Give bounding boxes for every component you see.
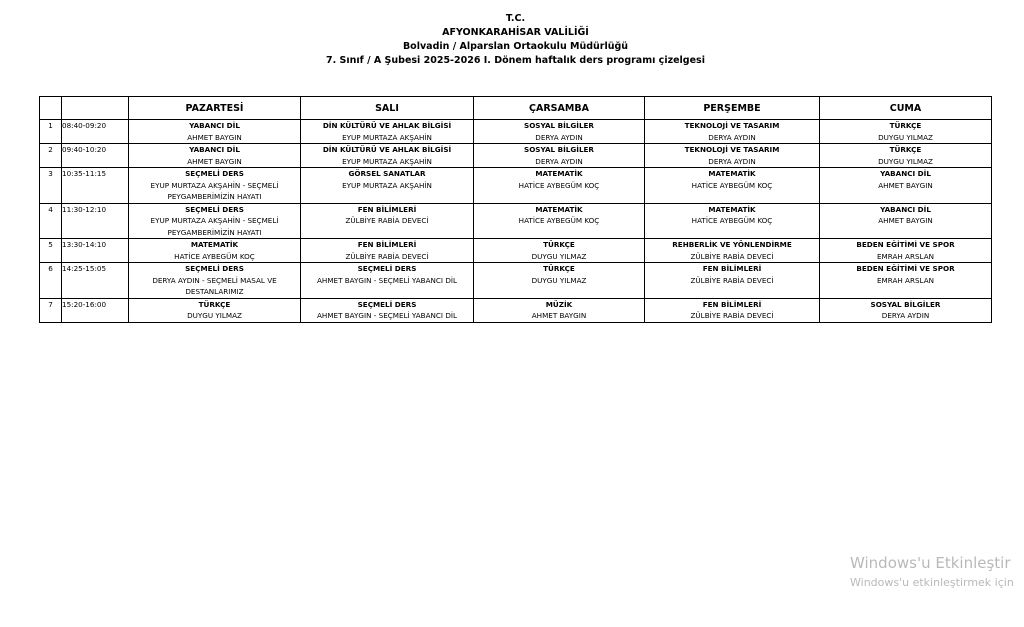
teacher-name: HATİCE AYBEGÜM KOÇ <box>174 251 255 261</box>
teacher-name: DERYA AYDIN <box>535 156 583 166</box>
table-row <box>40 144 992 168</box>
lesson-cell-thursday <box>645 144 820 168</box>
header-school: Bolvadin / Alparslan Ortaokulu Müdürlüğü <box>402 41 629 52</box>
teacher-name: EYUP MURTAZA AKŞAHİN - SEÇMELİ PEYGAMBERİMİZİN HAYATI <box>150 216 279 237</box>
subject-name: MÜZİK <box>545 299 573 309</box>
teacher-name: AHMET BAYGIN <box>531 311 587 320</box>
teacher-name: AHMET BAYGIN <box>187 132 242 142</box>
teacher-name: AHMET BAYGIN <box>878 180 933 190</box>
lesson-cell-monday <box>129 144 301 168</box>
table-row <box>40 120 992 144</box>
teacher-name: EYUP MURTAZA AKŞAHİN <box>342 132 432 142</box>
teacher-name: ZÜLBİYE RABİA DEVECİ <box>690 311 774 320</box>
teacher-name: HATİCE AYBEGÜM KOÇ <box>691 216 773 225</box>
lesson-cell-tuesday <box>301 168 474 204</box>
lesson-cell-wednesday <box>474 144 645 168</box>
subject-name: TEKNOLOJİ VE TASARIM <box>684 145 780 154</box>
teacher-name: EMRAH ARSLAN <box>877 275 934 285</box>
lesson-number: 3 <box>40 168 62 204</box>
subject-name: FEN BİLİMLERİ <box>357 240 417 249</box>
header-governorship: AFYONKARAHİSAR VALİLİĞİ <box>442 27 589 38</box>
lesson-cell-tuesday <box>301 203 474 239</box>
teacher-name: DERYA AYDIN - SEÇMELİ MASAL VE DESTANLARIMIZ <box>152 275 277 296</box>
subject-name: FEN BİLİMLERİ <box>702 264 762 273</box>
teacher-name: DERYA AYDIN <box>708 132 756 142</box>
teacher-name: ZÜLBİYE RABİA DEVECİ <box>690 275 774 285</box>
subject-name: SEÇMELİ DERS <box>185 204 244 214</box>
subject-name: MATEMATİK <box>708 169 756 178</box>
schedule-body <box>40 120 992 323</box>
lesson-time: 13:30-14:10 <box>62 239 129 263</box>
teacher-name: ZÜLBİYE RABİA DEVECİ <box>345 251 429 261</box>
subject-name: DİN KÜLTÜRÜ VE AHLAK BİLGİSİ <box>322 145 452 154</box>
subject-name: SOSYAL BİLGİLER <box>524 121 594 130</box>
lesson-cell-monday <box>129 263 301 299</box>
lesson-number: 1 <box>40 120 62 144</box>
subject-name: TEKNOLOJİ VE TASARIM <box>684 121 780 130</box>
lesson-cell-monday <box>129 120 301 144</box>
windows-activation-watermark <box>850 553 1014 591</box>
table-row <box>40 298 992 322</box>
teacher-name: ZÜLBİYE RABİA DEVECİ <box>345 216 429 225</box>
teacher-name: DERYA AYDIN <box>708 156 756 166</box>
document-header <box>0 12 1024 68</box>
schedule-header-row <box>40 97 992 120</box>
lesson-time: 11:30-12:10 <box>62 203 129 239</box>
teacher-name: HATİCE AYBEGÜM KOÇ <box>691 180 773 190</box>
day-header-wednesday: ÇARSAMBA <box>474 97 645 120</box>
lesson-cell-monday <box>129 239 301 263</box>
lesson-cell-thursday <box>645 168 820 204</box>
teacher-name: AHMET BAYGIN <box>187 156 242 166</box>
lesson-cell-friday <box>820 298 992 322</box>
teacher-name: AHMET BAYGIN <box>878 216 933 225</box>
lesson-cell-thursday <box>645 239 820 263</box>
lesson-number: 6 <box>40 263 62 299</box>
subject-name: YABANCI DİL <box>189 121 240 130</box>
lesson-cell-thursday <box>645 263 820 299</box>
lesson-number: 7 <box>40 298 62 322</box>
lesson-cell-wednesday <box>474 239 645 263</box>
header-country: T.C. <box>505 13 526 24</box>
subject-name: MATEMATİK <box>190 240 239 249</box>
table-row <box>40 239 992 263</box>
teacher-name: EYUP MURTAZA AKŞAHİN <box>342 156 432 166</box>
table-row <box>40 168 992 204</box>
lesson-number: 5 <box>40 239 62 263</box>
day-header-tuesday: SALI <box>301 97 474 120</box>
subject-name: SEÇMELİ DERS <box>357 264 417 273</box>
teacher-name: AHMET BAYGIN - SEÇMELİ YABANCI DİL <box>317 275 457 285</box>
subject-name: YABANCI DİL <box>880 204 931 214</box>
teacher-name: HATİCE AYBEGÜM KOÇ <box>518 216 600 225</box>
lesson-cell-wednesday <box>474 203 645 239</box>
teacher-name: AHMET BAYGIN - SEÇMELİ YABANCI DİL <box>317 311 457 320</box>
lesson-cell-friday <box>820 203 992 239</box>
subject-name: FEN BİLİMLERİ <box>702 299 762 309</box>
header-time-cell <box>62 97 129 120</box>
subject-name: DİN KÜLTÜRÜ VE AHLAK BİLGİSİ <box>322 121 452 130</box>
teacher-name: DERYA AYDIN <box>881 311 930 320</box>
lesson-cell-wednesday <box>474 263 645 299</box>
lesson-time: 15:20-16:00 <box>62 298 129 322</box>
subject-name: REHBERLİK VE YÖNLENDİRME <box>672 240 792 249</box>
teacher-name: DUYGU YILMAZ <box>531 251 587 261</box>
lesson-time: 08:40-09:20 <box>62 120 129 144</box>
subject-name: SEÇMELİ DERS <box>185 169 244 178</box>
teacher-name: HATİCE AYBEGÜM KOÇ <box>518 180 600 190</box>
lesson-cell-friday <box>820 239 992 263</box>
lesson-number: 2 <box>40 144 62 168</box>
subject-name: SEÇMELİ DERS <box>357 299 417 309</box>
lesson-number: 4 <box>40 203 62 239</box>
lesson-cell-wednesday <box>474 298 645 322</box>
subject-name: SEÇMELİ DERS <box>185 264 244 273</box>
header-num-cell <box>40 97 62 120</box>
teacher-name: EMRAH ARSLAN <box>877 251 934 261</box>
subject-name: FEN BİLİMLERİ <box>357 204 417 214</box>
teacher-name: DUYGU YILMAZ <box>531 275 587 285</box>
subject-name: YABANCI DİL <box>880 169 931 178</box>
subject-name: TÜRKÇE <box>198 299 231 309</box>
subject-name: TÜRKÇE <box>543 240 575 249</box>
lesson-time: 10:35-11:15 <box>62 168 129 204</box>
day-header-thursday: PERŞEMBE <box>645 97 820 120</box>
subject-name: MATEMATİK <box>535 169 583 178</box>
lesson-time: 14:25-15:05 <box>62 263 129 299</box>
schedule-table <box>39 96 992 323</box>
lesson-cell-friday <box>820 168 992 204</box>
teacher-name: DUYGU YILMAZ <box>878 132 933 142</box>
subject-name: TÜRKÇE <box>889 121 922 130</box>
subject-name: SOSYAL BİLGİLER <box>524 145 594 154</box>
lesson-cell-tuesday <box>301 144 474 168</box>
subject-name: SOSYAL BİLGİLER <box>870 299 941 309</box>
teacher-name: EYUP MURTAZA AKŞAHİN <box>342 180 432 190</box>
watermark-title: Windows'u Etkinleştir <box>850 554 1011 572</box>
lesson-cell-thursday <box>645 298 820 322</box>
lesson-cell-wednesday <box>474 120 645 144</box>
lesson-cell-thursday <box>645 120 820 144</box>
lesson-cell-tuesday <box>301 298 474 322</box>
subject-name: TÜRKÇE <box>889 145 922 154</box>
lesson-cell-tuesday <box>301 120 474 144</box>
lesson-cell-thursday <box>645 203 820 239</box>
lesson-time: 09:40-10:20 <box>62 144 129 168</box>
day-header-friday: CUMA <box>820 97 992 120</box>
lesson-cell-tuesday <box>301 263 474 299</box>
teacher-name: DUYGU YILMAZ <box>878 156 933 166</box>
lesson-cell-friday <box>820 120 992 144</box>
teacher-name: DUYGU YILMAZ <box>187 311 242 320</box>
subject-name: GÖRSEL SANATLAR <box>348 169 426 178</box>
subject-name: MATEMATİK <box>708 204 756 214</box>
lesson-cell-wednesday <box>474 168 645 204</box>
teacher-name: ZÜLBİYE RABİA DEVECİ <box>690 251 774 261</box>
subject-name: BEDEN EĞİTİMİ VE SPOR <box>856 240 955 249</box>
table-row <box>40 263 992 299</box>
lesson-cell-tuesday <box>301 239 474 263</box>
lesson-cell-friday <box>820 144 992 168</box>
subject-name: MATEMATİK <box>535 204 583 214</box>
watermark-subtitle: Windows'u etkinleştirmek için <box>850 576 1014 589</box>
teacher-name: DERYA AYDIN <box>535 132 583 142</box>
teacher-name: EYUP MURTAZA AKŞAHİN - SEÇMELİ PEYGAMBERİMİZİN HAYATI <box>150 180 279 201</box>
lesson-cell-friday <box>820 263 992 299</box>
day-header-monday: PAZARTESİ <box>129 97 301 120</box>
lesson-cell-monday <box>129 168 301 204</box>
subject-name: YABANCI DİL <box>189 145 240 154</box>
table-row <box>40 203 992 239</box>
subject-name: BEDEN EĞİTİMİ VE SPOR <box>856 264 955 273</box>
lesson-cell-monday <box>129 203 301 239</box>
subject-name: TÜRKÇE <box>543 264 575 273</box>
lesson-cell-monday <box>129 298 301 322</box>
header-schedule-title: 7. Sınıf / A Şubesi 2025-2026 I. Dönem haftalık ders programı çizelgesi <box>326 55 705 66</box>
